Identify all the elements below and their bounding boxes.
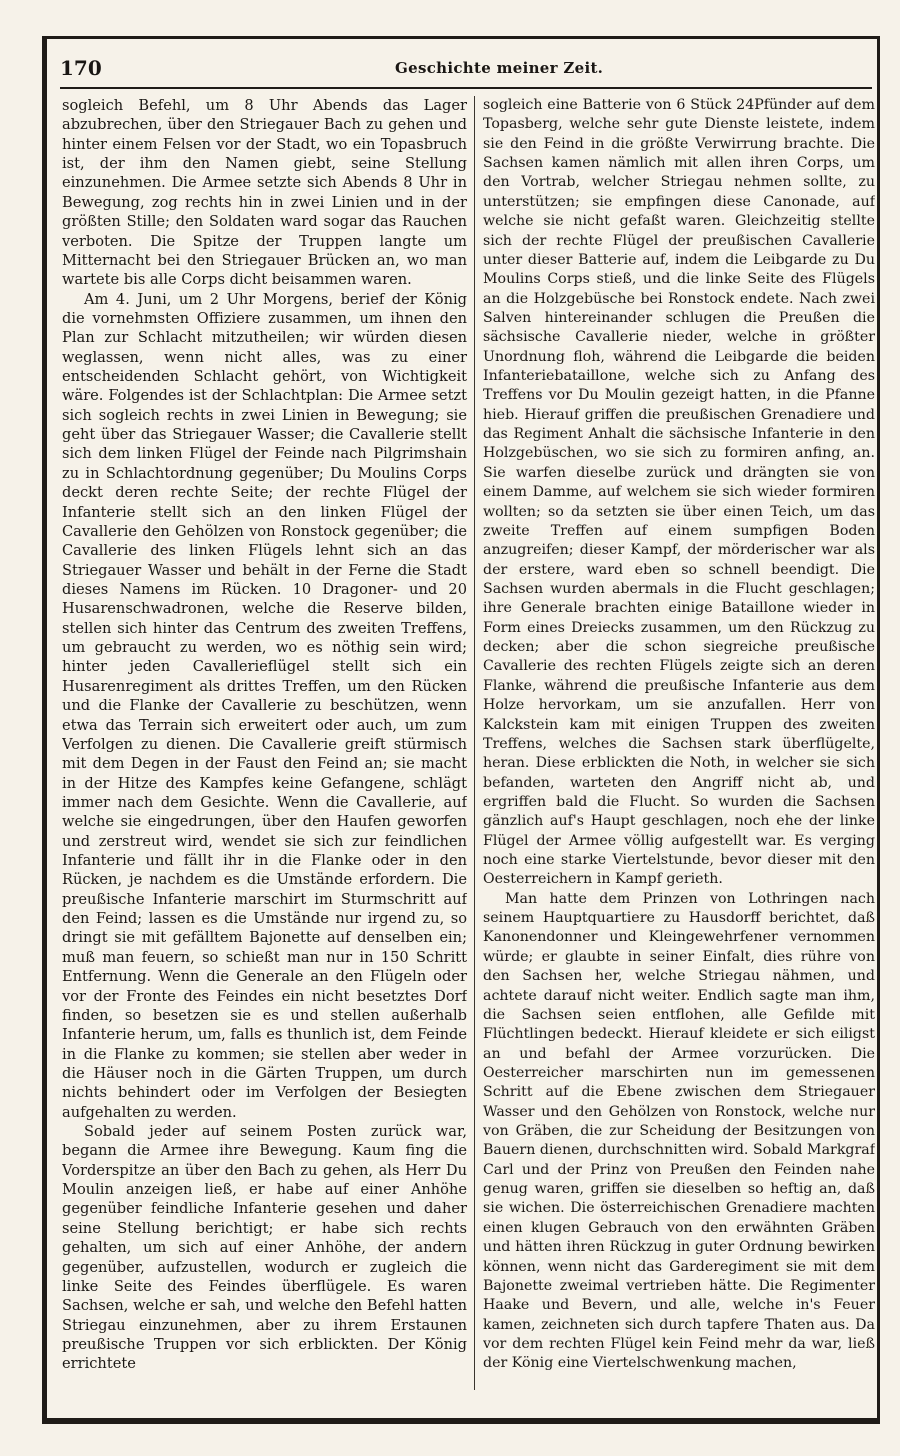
right-column <box>483 96 875 1396</box>
paragraph: Sobald jeder auf seinem Posten zurück war, begann die Armee ihre Bewegung. Kaum fing die Vorderspitze an über den Bach zu gehen, als Herr Du Moulin anzeigen ließ, er habe auf einer Anhöhe gegenüber feindliche Infanterie gesehen und daher seine Stellung berichtigt; er habe sich rechts gehalten, um sich auf einer Anhöhe, der andern gegenüber, aufzustellen, wodurch er zugleich die linke Seite des Feindes überflügele. Es waren Sachsen, welche er sah, und welche den Befehl hatten Striegau einzunehmen, aber zu ihrem Erstaunen preußische Truppen vor sich erblickten. Der König errichtete <box>62 1123 467 1373</box>
paragraph: sogleich eine Batterie von 6 Stück 24Pfünder auf dem Topasberg, welche sehr gute Dienste leistete, indem sie den Feind in die größte Verwirrung brachte. Die Sachsen kamen nämlich mit allen ihren Corps, um den Vortrab, welcher Striegau nehmen sollte, zu unterstützen; sie empfingen diese Canonade, auf welche sie nicht gefaßt waren. Gleichzeitig stellte sich der rechte Flügel der preußischen Cavallerie unter dieser Batterie auf, indem die Leibgarde zu Du Moulins Corps stieß, und die linke Seite des Flügels an die Holzgebüsche bei Ronstock endete. Nach zwei Salven hintereinander schlugen die Preußen die sächsische Cavallerie nieder, welche in größter Unordnung floh, während die Leibgarde die beiden Infanteriebataillone, welche sich zu Anfang des Treffens vor Du Moulin gezeigt hatten, in die Pfanne hieb. Hierauf griffen die preußischen Grenadiere und das Regiment Anhalt die sächsische Infanterie in den Holzgebüschen, wo sie sich zu formiren anfing, an. Sie warfen dieselbe zurück und drängten sie von einem Damme, auf welchem sie sich wieder formiren wollten; so da setzten sie über einen Teich, um das zweite Treffen auf einem sumpfigen Boden anzugreifen; dieser Kampf, der mörderischer war als der erstere, ward eben so schnell beendigt. Die Sachsen wurden abermals in die Flucht geschlagen; ihre Generale brachten einige Bataillone wieder in Form eines Dreiecks zusammen, um den Rückzug zu decken; aber die schon siegreiche preußische Cavallerie des rechten Flügels zeigte sich an deren Flanke, während die preußische Infanterie aus dem Holze hervorkam, um sie anzufallen. Herr von Kalckstein kam mit einigen Truppen des zweiten Treffens, welches die Sachsen stark überflügelte, heran. Diese erblickten die Noth, in welcher sie sich befanden, warteten den Angriff nicht ab, und ergriffen bald die Flucht. So wurden die Sachsen gänzlich auf's Haupt geschlagen, noch ehe der linke Flügel der Armee völlig aufgestellt war. Es verging noch eine starke Viertelstunde, bevor dieser mit den Oesterreichern in Kampf gerieth. <box>483 97 875 888</box>
running-title: Geschichte meiner Zeit. <box>395 59 604 77</box>
page-number: 170 <box>60 56 102 80</box>
paragraph: sogleich Befehl, um 8 Uhr Abends das Lager abzubrechen, über den Striegauer Bach zu gehen und hinter einem Felsen vor der Stadt, wo ein Topasbruch ist, der ihm den Namen giebt, seine Stellung einzunehmen. Die Armee setzte sich Abends 8 Uhr in Bewegung, zog rechts hin in zwei Linien und in der größten Stille; den Soldaten ward sogar das Rauchen verboten. Die Spitze der Truppen langte um Mitternacht bei den Striegauer Brücken an, wo man wartete bis alle Corps dicht beisammen waren. <box>62 97 467 289</box>
header-rule <box>60 87 872 89</box>
page-header <box>60 56 872 84</box>
paragraph: Am 4. Juni, um 2 Uhr Morgens, berief der König die vornehmsten Offiziere zusammen, um ihnen den Plan zur Schlacht mitzutheilen; wir würden diesen weglassen, wenn nicht alles, was zu einer entscheidenden Schlacht gehört, von Wichtigkeit wäre. Folgendes ist der Schlachtplan: Die Armee setzt sich sogleich rechts in zwei Linien in Bewegung; sie geht über das Striegauer Wasser; die Cavallerie stellt sich dem linken Flügel der Feinde nach Pilgrimshain zu in Schlachtordnung gegenüber; Du Moulins Corps deckt deren rechte Seite; der rechte Flügel der Infanterie stellt sich an den linken Flügel der Cavallerie den Gehölzen von Ronstock gegenüber; die Cavallerie des linken Flügels lehnt sich an das Striegauer Wasser und behält in der Ferne die Stadt dieses Namens im Rücken. 10 Dragoner- und 20 Husarenschwadronen, welche die Reserve bilden, stellen sich hinter das Centrum des zweiten Treffens, um gebraucht zu werden, wo es nöthig sein wird; hinter jeden Cavallerieflügel stellt sich ein Husarenregiment als drittes Treffen, um den Rücken und die Flanke der Cavallerie zu beschützen, wenn etwa das Terrain sich erweitert oder auch, um zum Verfolgen zu dienen. Die Cavallerie greift stürmisch mit dem Degen in der Faust den Feind an; sie macht in der Hitze des Kampfes keine Gefangene, schlägt immer nach dem Gesichte. Wenn die Cavallerie, auf welche sie eingedrungen, über den Haufen geworfen und zerstreut wird, wendet sie sich zur feindlichen Infanterie und fällt ihr in die Flanke oder in den Rücken, je nachdem es die Umstände erfordern. Die preußische Infanterie marschirt im Sturmschritt auf den Feind; lassen es die Umstände nur irgend zu, so dringt sie mit gefälltem Bajonette auf denselben ein; muß man feuern, so schießt man nur in 150 Schritt Entfernung. Wenn die Generale an den Flügeln oder vor der Fronte des Feindes ein nicht besetztes Dorf finden, so besetzen sie es und stellen außerhalb Infanterie herum, um, falls es thunlich ist, dem Feinde in die Flanke zu kommen; sie stellen aber weder in die Häuser noch in die Gärten Truppen, um durch nichts behindert oder im Verfolgen der Besiegten aufgehalten zu werden. <box>62 290 467 1121</box>
column-divider <box>474 96 475 1390</box>
paragraph: Man hatte dem Prinzen von Lothringen nach seinem Hauptquartiere zu Hausdorff berichtet, daß Kanonendonner und Kleingewehrfener vernommen würde; er glaubte in seiner Einfalt, dies rühre von den Sachsen her, welche Striegau nähmen, und achtete darauf nicht weiter. Endlich sagte man ihm, die Sachsen seien entflohen, alle Gefilde mit Flüchtlingen bedeckt. Hierauf kleidete er sich eiligst an und befahl der Armee vorzurücken. Die Oesterreicher marschirten nun im gemessenen Schritt auf die Ebene zwischen dem Striegauer Wasser und den Gehölzen von Ronstock, welche nur von Gräben, die zur Scheidung der Besitzungen von Bauern dienen, durchschnitten wird. Sobald Markgraf Carl und der Prinz von Preußen den Feinden nahe genug waren, griffen sie dieselben so heftig an, daß sie wichen. Die österreichischen Grenadiere machten einen klugen Gebrauch von den erwähnten Gräben und hätten ihren Rückzug in guter Ordnung bewirken können, wenn nicht das Garderegiment sie mit dem Bajonette zweimal vertrieben hätte. Die Regimenter Haake und Bevern, und alle, welche in's Feuer kamen, zeichneten sich durch tapfere Thaten aus. Da vor dem rechten Flügel kein Feind mehr da war, ließ der König eine Viertelschwenkung machen, <box>483 890 875 1372</box>
left-column <box>62 96 467 1396</box>
